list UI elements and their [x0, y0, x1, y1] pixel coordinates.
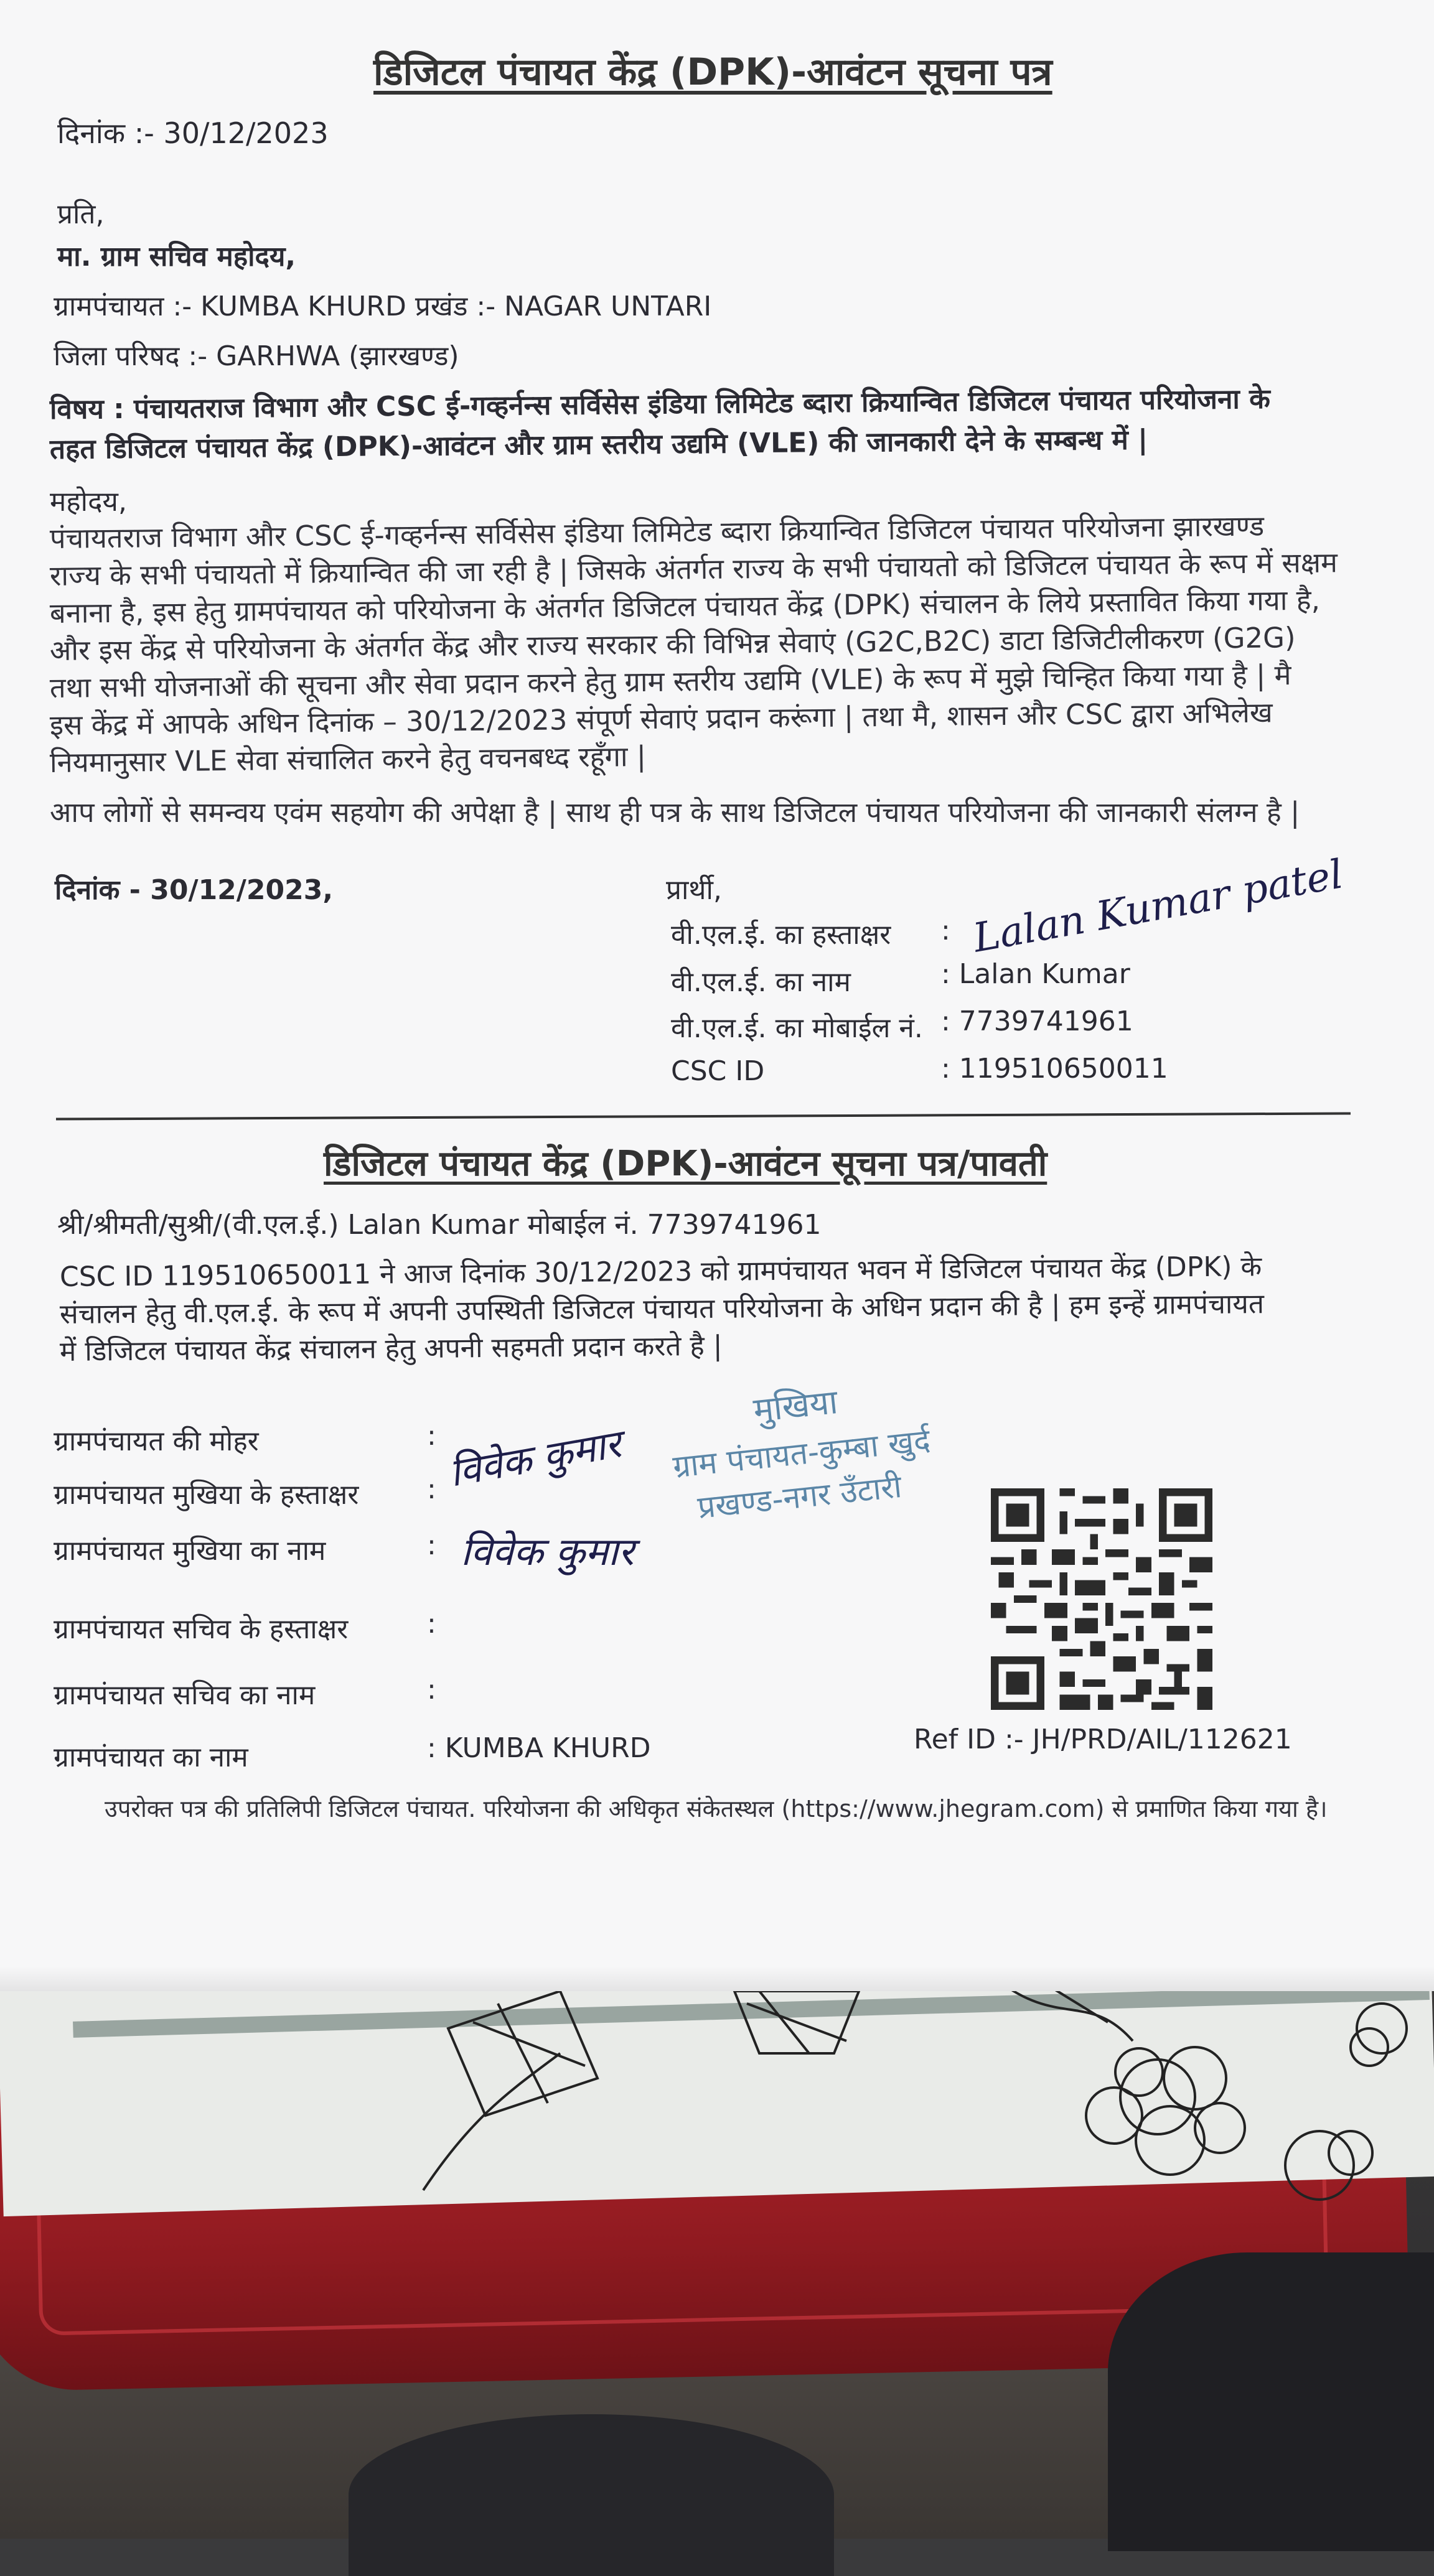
- doodle-drawing: [0, 1954, 1434, 2215]
- body-line-3: बनाना है, इस हेतु ग्रामपंचायत को परियोजना के अंतर्गत डिजिटल पंचायत केंद्र (DPK) संचालन के लिये प्रस्तावित किया गया है,: [49, 583, 1321, 630]
- body-line-1: पंचायतराज विभाग और CSC ई-गव्हर्नन्स सर्विसेस इंडिया लिमिटेड ब्दारा क्रियान्वित डिजिटल पंचायत परियोजना झारखण्ड: [49, 509, 1265, 555]
- body-line-2: राज्य के सभी पंचायतो में क्रियान्वित की जा रही है | जिसके अंतर्गत राज्य के सभी पंचायतो को डिजिटल पंचायत के रूप में सक्षम: [49, 546, 1338, 592]
- stamp-title: मुखिया: [751, 1382, 840, 1430]
- receipt-title: डिजिटल पंचायत केंद्र (DPK)-आवंटन सूचना पत्र/पावती: [324, 1144, 1047, 1184]
- subject-line-2: तहत डिजिटल पंचायत केंद्र (DPK)-आवंटन और ग्राम स्तरीय उद्यमि (VLE) की जानकारी देने के सम्बन्ध में |: [49, 424, 1148, 465]
- body-line-7: नियमानुसार VLE सेवा संचालित करने हेतु वचनबध्द रहूँगा |: [49, 739, 647, 779]
- vle-mobile-label: वी.एल.ई. का मोबाईल नं.: [671, 1012, 923, 1044]
- vle-name-value: : Lalan Kumar: [941, 958, 1130, 990]
- receipt-line-1: CSC ID 119510650011 ने आज दिनांक 30/12/2023 को ग्रामपंचायत भवन में डिजिटल पंचायत केंद्र (DPK) के: [59, 1251, 1262, 1293]
- mukhiya-signature-colon: :: [427, 1473, 436, 1505]
- footer-note: उपरोक्त पत्र की प्रतिलिपी डिजिटल पंचायत. परियोजना की अधिकृत संकेतस्थल (https://www.jhegram.com) से प्रमाणित किया गया है।: [105, 1795, 1328, 1822]
- vle-signature-colon: :: [941, 915, 950, 946]
- mukhiya-name-label: ग्रामपंचायत मुखिया का नाम: [54, 1535, 326, 1567]
- reference-id: Ref ID :- JH/PRD/AIL/112621: [914, 1724, 1292, 1755]
- panchayat-line: ग्रामपंचायत :- KUMBA KHURD प्रखंड :- NAGAR UNTARI: [54, 291, 712, 322]
- seal-colon: :: [427, 1420, 436, 1452]
- closing-line: आप लोगों से समन्वय एवंम सहयोग की अपेक्षा है | साथ ही पत्र के साथ डिजिटल पंचायत परियोजना की जानकारी संलग्न है |: [50, 796, 1300, 829]
- sign-date: दिनांक - 30/12/2023,: [55, 874, 334, 906]
- dark-object: [1108, 2252, 1434, 2551]
- stamp-block: प्रखण्ड-नगर उँटारी: [696, 1468, 904, 1526]
- to-label: प्रति,: [57, 198, 105, 230]
- sachiv-name-colon: :: [427, 1674, 436, 1706]
- subject-line-1: विषय : पंचायतराज विभाग और CSC ई-गव्हर्नन्स सर्विसेस इंडिया लिमिटेड ब्दारा क्रियान्वित डिजिटल पंचायत परियोजना के: [49, 383, 1271, 426]
- letter-date: दिनांक :- 30/12/2023: [57, 116, 329, 150]
- dark-cloth: [349, 2414, 834, 2576]
- panchayat-name-label: ग्रामपंचायत का नाम: [54, 1742, 248, 1773]
- qr-code-icon: [991, 1488, 1212, 1710]
- sachiv-signature-label: ग्रामपंचायत सचिव के हस्ताक्षर: [54, 1613, 349, 1645]
- applicant-label: प्रार्थी,: [666, 874, 722, 906]
- mukhiya-signature-label: ग्रामपंचायत मुखिया के हस्ताक्षर: [54, 1479, 359, 1511]
- seal-label: ग्रामपंचायत की मोहर: [54, 1426, 259, 1457]
- stamp-panchayat: ग्राम पंचायत-कुम्बा खुर्द: [671, 1422, 932, 1485]
- section-divider: [56, 1112, 1351, 1120]
- csc-id-label: CSC ID: [671, 1055, 765, 1087]
- body-line-5: तथा सभी योजनाओं की सूचना और सेवा प्रदान करने हेतु ग्राम स्तरीय उद्यमि (VLE) के रूप में मुझे चिन्हित किया गया है | मै: [49, 658, 1291, 704]
- mukhiya-name-colon: :: [427, 1529, 436, 1561]
- vle-mobile-value: : 7739741961: [941, 1006, 1133, 1037]
- body-line-6: इस केंद्र में आपके अधिन दिनांक – 30/12/2023 संपूर्ण सेवाएं प्रदान करूंगा | तथा मै, शासन और CSC द्वारा अभिलेख: [49, 696, 1273, 742]
- mukhiya-name-value: विवेक कुमार: [461, 1529, 634, 1574]
- panchayat-name-value: : KUMBA KHURD: [427, 1732, 651, 1764]
- csc-id-value: : 119510650011: [941, 1053, 1168, 1085]
- sachiv-name-label: ग्रामपंचायत सचिव का नाम: [54, 1679, 316, 1711]
- salutation: महोदय,: [50, 486, 127, 518]
- receipt-person-line: श्री/श्रीमती/सुश्री/(वी.एल.ई.) Lalan Kumar मोबाईल नं. 7739741961: [57, 1209, 822, 1241]
- body-line-4: और इस केंद्र से परियोजना के अंतर्गत केंद्र और राज्य सरकार की विभिन्न सेवाएं (G2C,B2C) डाटा डिजिटीलीकरण (G2G): [49, 621, 1296, 667]
- sachiv-signature-colon: :: [427, 1608, 436, 1640]
- vle-signature-label: वी.एल.ई. का हस्ताक्षर: [671, 919, 891, 951]
- receipt-line-2: संचालन हेतु वी.एल.ई. के रूप में अपनी उपस्थिती डिजिटल पंचायत परियोजना के अधिन प्रदान की है | हम इन्हें ग्रामपंचायत: [59, 1288, 1265, 1330]
- page-title: डिजिटल पंचायत केंद्र (DPK)-आवंटन सूचना पत्र: [373, 50, 1052, 94]
- vle-signature: Lalan Kumar patel: [970, 851, 1347, 962]
- mukhiya-signature: विवेक कुमार: [446, 1421, 624, 1496]
- receipt-line-3: में डिजिटल पंचायत केंद्र संचालन हेतु अपनी सहमती प्रदान करते है |: [59, 1330, 723, 1368]
- vle-name-label: वी.एल.ई. का नाम: [671, 966, 851, 998]
- addressee: मा. ग्राम सचिव महोदय,: [57, 241, 296, 273]
- district-line: जिला परिषद :- GARHWA (झारखण्ड): [54, 340, 459, 372]
